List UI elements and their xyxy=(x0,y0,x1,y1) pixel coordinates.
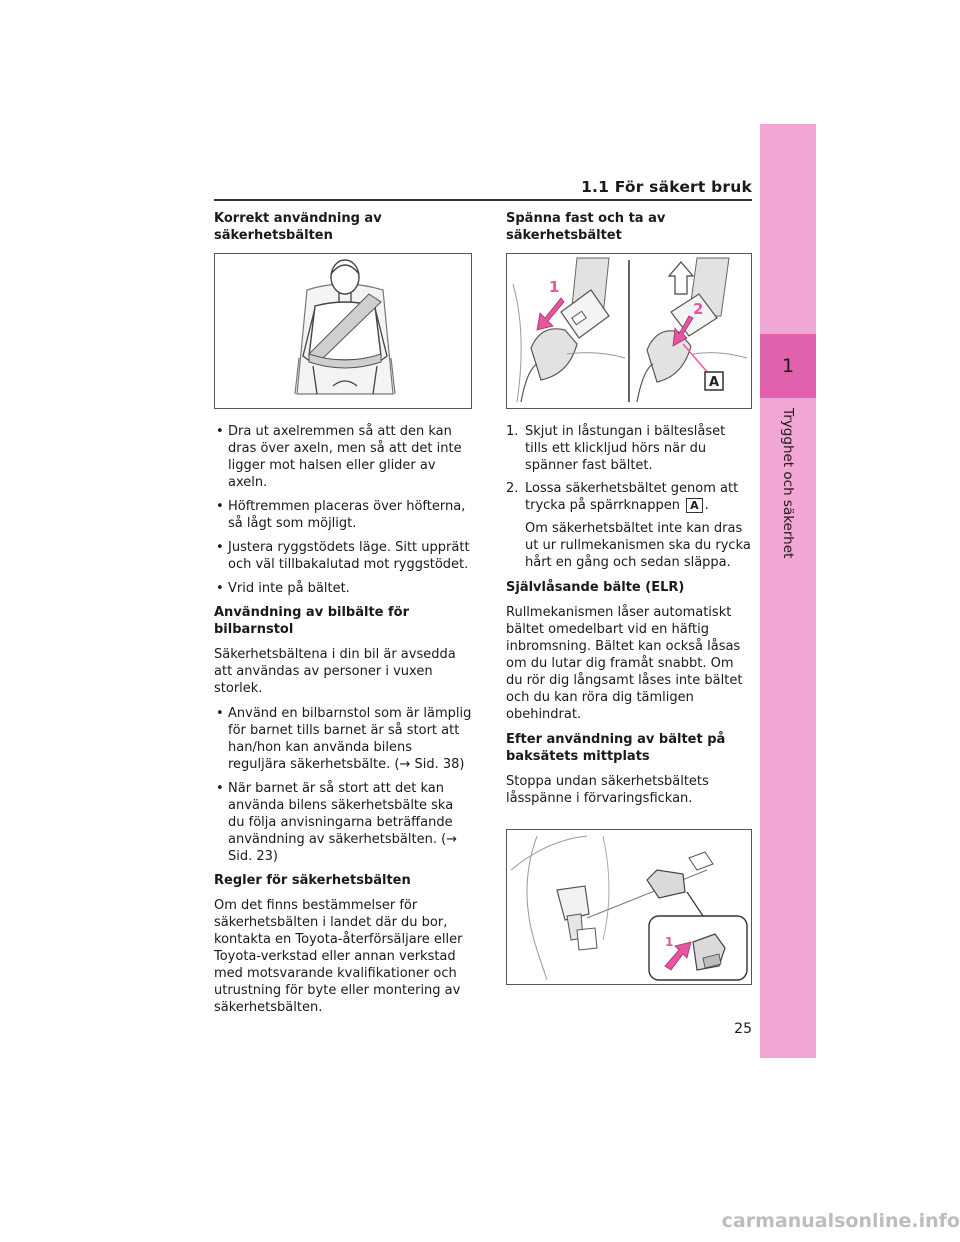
step-text: Skjut in låstungan i bälteslåset tills ett klickljud hörs när du spänner fast bältet. xyxy=(525,424,726,473)
figure-label-a: A xyxy=(708,375,720,390)
figure-seated-person xyxy=(214,253,472,409)
release-button-key: A xyxy=(686,498,703,513)
right-column xyxy=(506,210,752,999)
step-number: 1. xyxy=(506,424,519,439)
child-seat-text: Säkerhetsbältena i din bil är avsedda att användas av personer i vuxen storlek. xyxy=(214,647,456,696)
list-item: • Dra ut axelremmen så att den kan dras över axeln, men så att det inte ligger mot halsen eller glider av axeln. xyxy=(214,423,472,491)
rules-text: Om det finns bestämmelser för säkerhetsbälten i landet där du bor, kontakta en Toyota-återförsäljare eller Toyota-verkstad eller annan verkstad med motsvarande kvalifikationer och utrustning för byte eller montering av säkerhetsbälten. xyxy=(214,898,463,1015)
section-title-child-seat: Användning av bilbälte för bilbarnstol xyxy=(214,605,409,637)
figure-label-1: 1 xyxy=(665,935,674,949)
step-note: Om säkerhetsbältet inte kan dras ut ur rullmekanismen ska du rycka hårt en gång och sedan släppa. xyxy=(525,521,751,570)
header-rule xyxy=(214,199,752,201)
correct-use-list xyxy=(214,423,472,597)
side-tab-bar xyxy=(760,124,816,1058)
section-title-correct-use: Korrekt användning av säkerhetsbälten xyxy=(214,211,382,243)
stow-buckle-illustration xyxy=(507,830,751,984)
left-column xyxy=(214,210,472,1024)
figure-label-1: 1 xyxy=(549,278,560,296)
chapter-number: 1 xyxy=(781,355,795,377)
page-number: 25 xyxy=(734,1021,752,1037)
step-item xyxy=(506,423,752,474)
running-header: 1.1 För säkert bruk xyxy=(581,178,752,196)
list-item: • Använd en bilbarnstol som är lämplig för barnet tills barnet är så stort att han/hon kan använda bilens reguljära säkerhetsbälte. (→ Sid. 38) xyxy=(214,705,472,773)
chapter-number-tab[interactable] xyxy=(760,334,816,398)
list-item: • Justera ryggstödets läge. Sitt upprätt och väl tillbakalutad mot ryggstödet. xyxy=(214,539,472,573)
figure-buckle-steps xyxy=(506,253,752,409)
elr-text: Rullmekanismen låser automatiskt bältet omedelbart vid en häftig inbromsning. Bältet kan också låsas om du lutar dig framåt snabbt. Om du rör dig långsamt låses inte bältet och du kan röra dig tämligen obehindrat. xyxy=(506,605,743,722)
section-title-elr: Självlåsande bälte (ELR) xyxy=(506,580,685,595)
seated-person-illustration xyxy=(215,254,471,408)
child-seat-list xyxy=(214,705,472,865)
step-item xyxy=(506,480,752,514)
chapter-label xyxy=(760,408,816,558)
figure-label-2: 2 xyxy=(693,300,704,318)
step-number: 2. xyxy=(506,481,519,496)
rear-center-text: Stoppa undan säkerhetsbältets låsspänne i förvaringsfickan. xyxy=(506,774,709,806)
buckle-illustration xyxy=(507,254,751,408)
watermark: carmanualsonline.info xyxy=(721,1210,960,1232)
section-title-rear-center: Efter användning av bältet på baksätets mittplats xyxy=(506,732,726,764)
section-title-fasten: Spänna fast och ta av säkerhetsbältet xyxy=(506,211,666,243)
step-text: Lossa säkerhetsbältet genom att trycka på spärrknappen xyxy=(525,481,739,513)
figure-stow-buckle xyxy=(506,829,752,985)
section-title-rules: Regler för säkerhetsbälten xyxy=(214,873,411,888)
fasten-steps xyxy=(506,423,752,514)
chapter-label-text: Trygghet och säkerhet xyxy=(780,408,796,559)
list-item: • När barnet är så stort att det kan använda bilens säkerhetsbälte ska du följa anvisningarna beträffande användning av säkerhetsbälten. (→ Sid. 23) xyxy=(214,780,472,865)
step-text-end: . xyxy=(704,498,709,513)
list-item: • Höftremmen placeras över höfterna, så lågt som möjligt. xyxy=(214,498,472,532)
list-item: • Vrid inte på bältet. xyxy=(214,580,472,597)
